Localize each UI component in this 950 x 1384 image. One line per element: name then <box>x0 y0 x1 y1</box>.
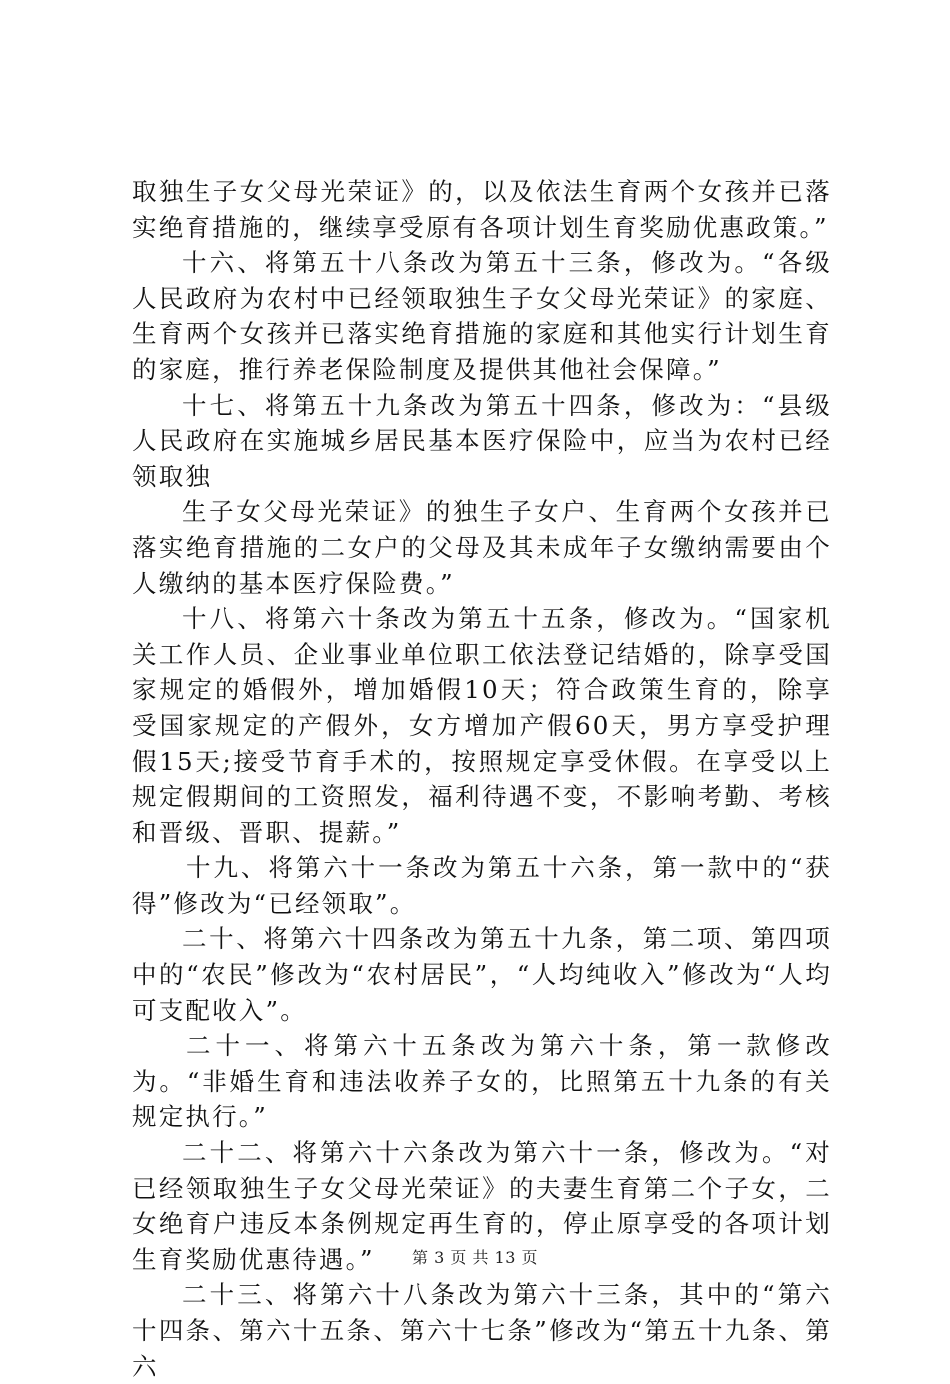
paragraph: 十七、将第五十九条改为第五十四条，修改为：“县级人民政府在实施城乡居民基本医疗保险中，应当为农村已经领取独 <box>132 390 832 491</box>
paragraph: 十九、将第六十一条改为第五十六条，第一款中的“获得”修改为“已经领取”。 <box>132 853 832 918</box>
paragraph: 取独生子女父母光荣证》的，以及依法生育两个女孩并已落实绝育措施的，继续享受原有各项计划生育奖励优惠政策。” <box>132 177 832 242</box>
paragraph: 生子女父母光荣证》的独生子女户、生育两个女孩并已落实绝育措施的二女户的父母及其未成年子女缴纳需要由个人缴纳的基本医疗保险费。” <box>132 497 832 598</box>
paragraph: 二十三、将第六十八条改为第六十三条，其中的“第六十四条、第六十五条、第六十七条”修改为“第五十九条、第六 <box>132 1280 832 1381</box>
page-number-footer: 第 3 页 共 13 页 <box>412 1248 538 1267</box>
document-body <box>132 174 832 1384</box>
paragraph: 二十一、将第六十五条改为第六十条，第一款修改为。“非婚生育和违法收养子女的，比照第五十九条的有关规定执行。” <box>132 1031 832 1132</box>
paragraph: 二十、将第六十四条改为第五十九条，第二项、第四项中的“农民”修改为“农村居民”，“人均纯收入”修改为“人均可支配收入”。 <box>132 924 832 1025</box>
paragraph: 十六、将第五十八条改为第五十三条，修改为。“各级人民政府为农村中已经领取独生子女父母光荣证》的家庭、生育两个女孩并已落实绝育措施的家庭和其他实行计划生育的家庭，推行养老保险制度及提供其他社会保障。” <box>132 248 832 384</box>
paragraph: 十八、将第六十条改为第五十五条，修改为。“国家机关工作人员、企业事业单位职工依法登记结婚的，除享受国家规定的婚假外，增加婚假10天；符合政策生育的，除享受国家规定的产假外，女方增加产假60天，男方享受护理假15天;接受节育手术的，按照规定享受休假。在享受以上规定假期间的工资照发，福利待遇不变，不影响考勤、考核和晋级、晋职、提薪。” <box>132 604 832 847</box>
paragraph: 二十二、将第六十六条改为第六十一条，修改为。“对已经领取独生子女父母光荣证》的夫妻生育第二个子女，二女绝育户违反本条例规定再生育的，停止原享受的各项计划生育奖励优惠待遇。” <box>132 1138 832 1274</box>
